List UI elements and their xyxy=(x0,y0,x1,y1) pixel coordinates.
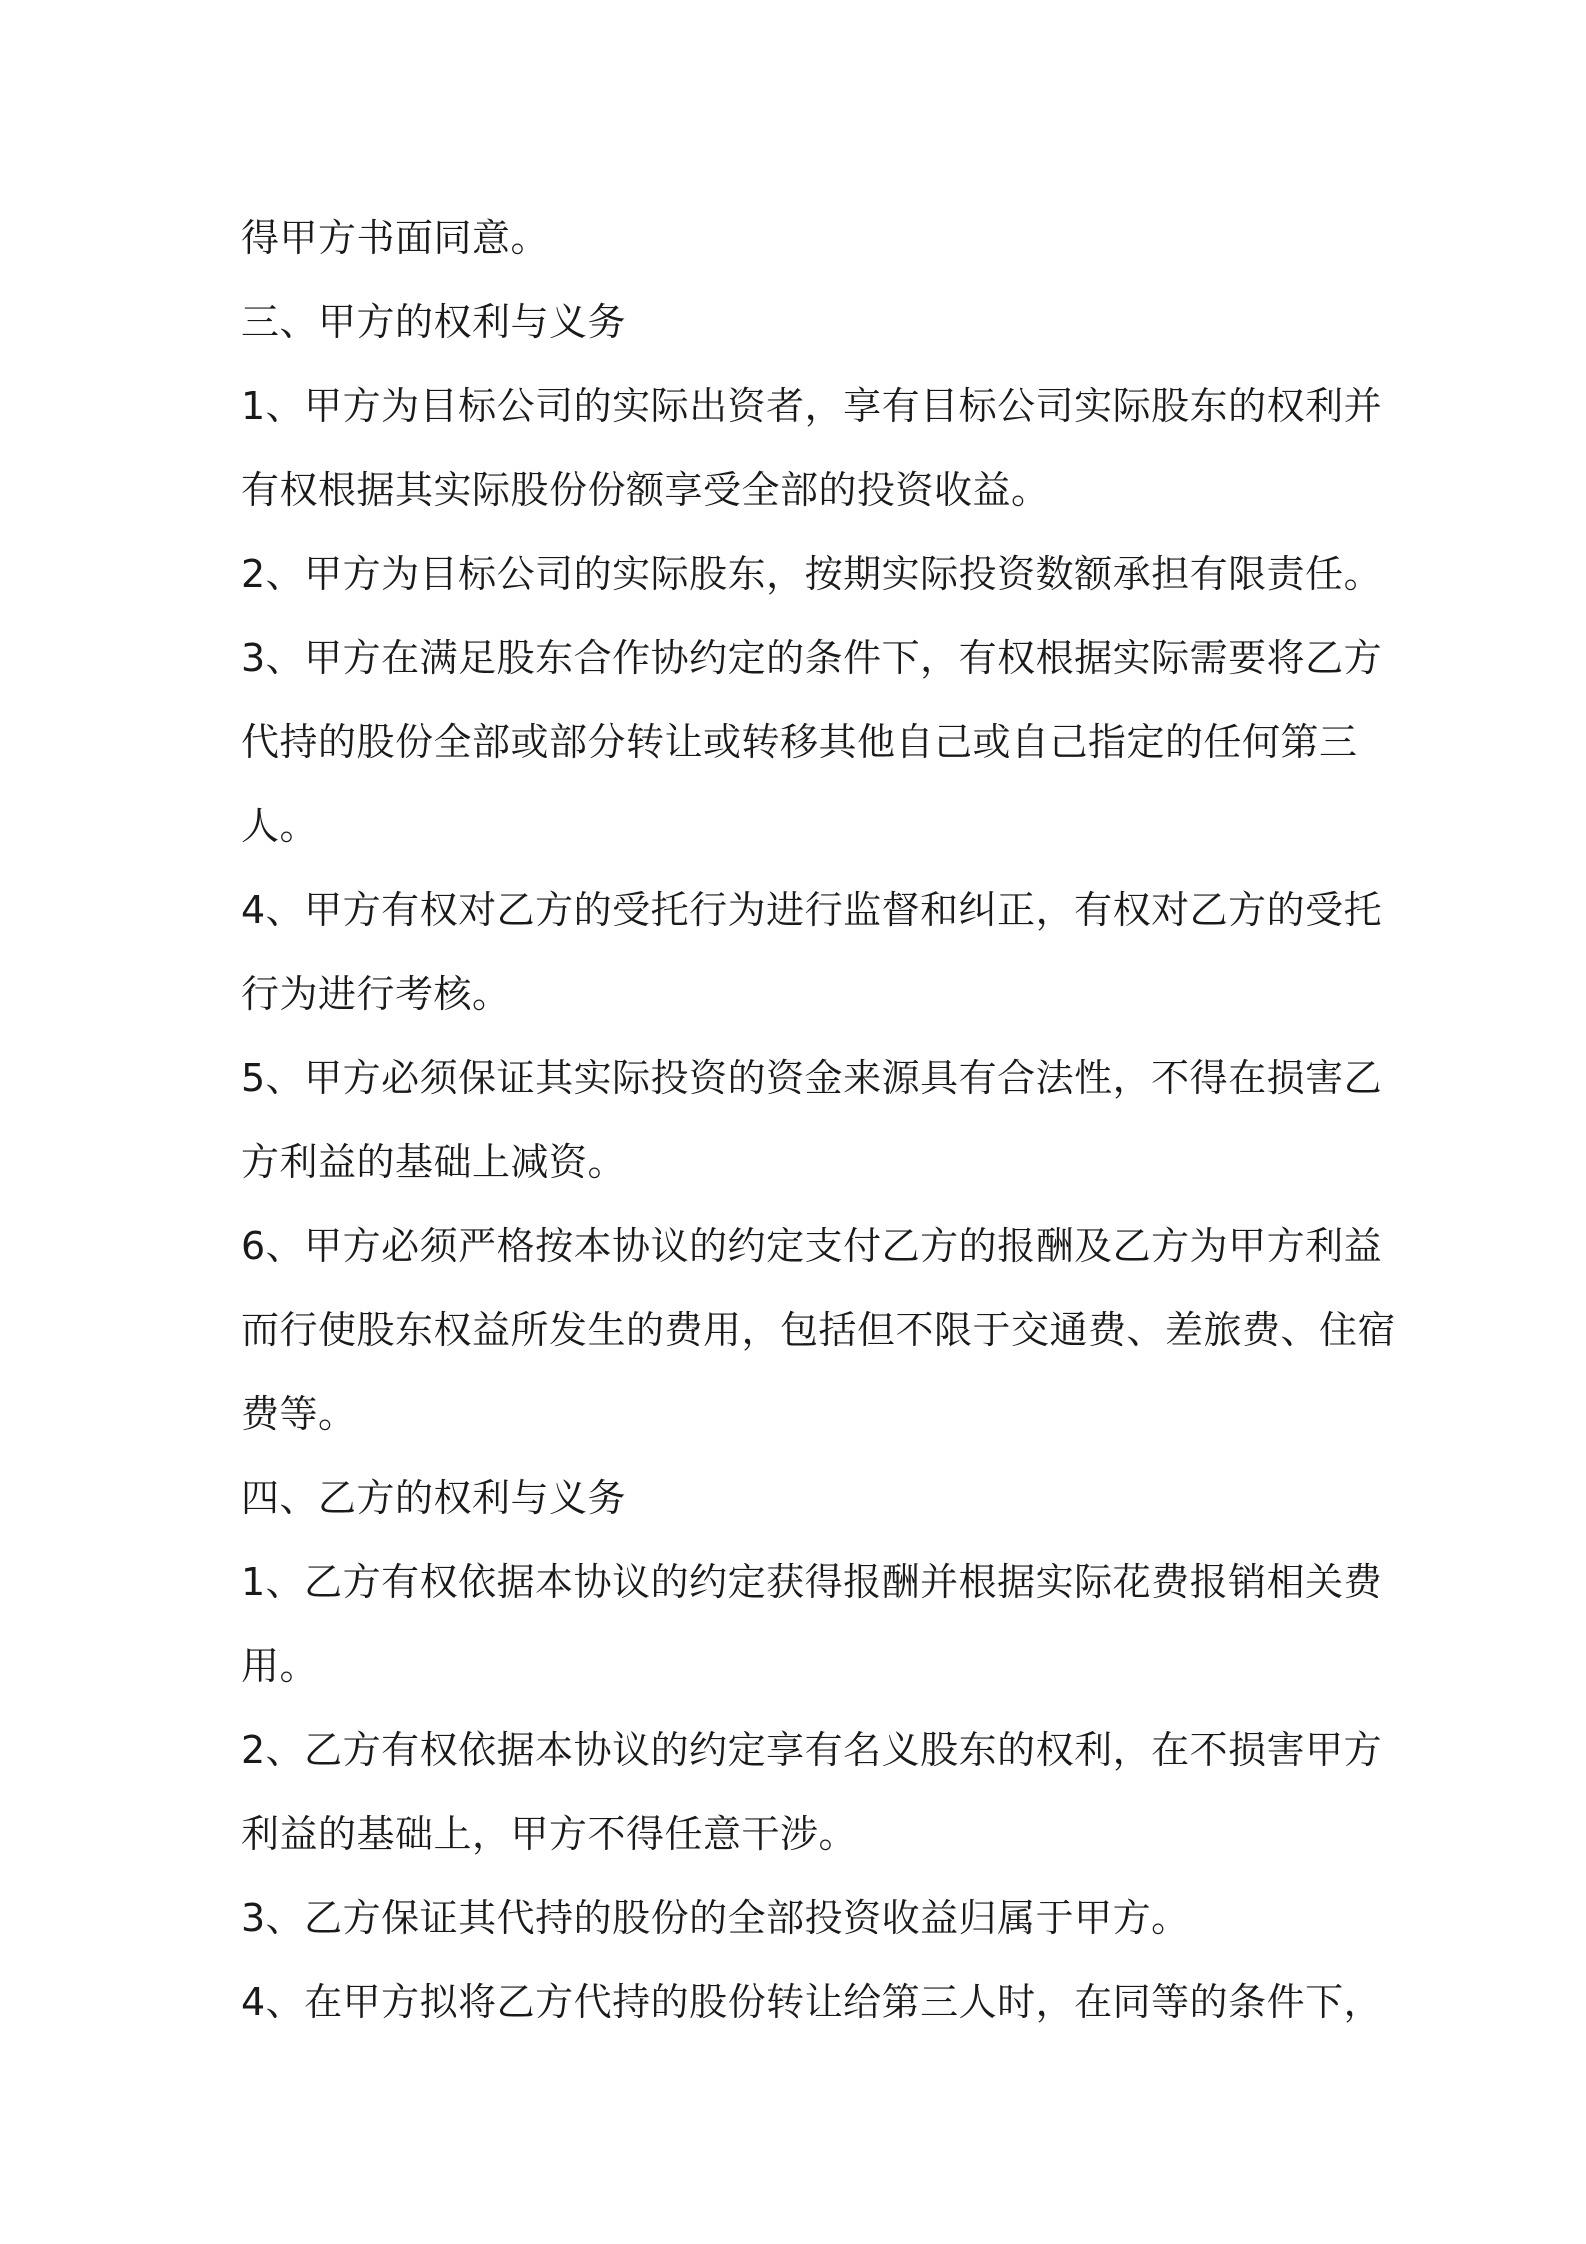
text-line: 4、在甲方拟将乙方代持的股份转让给第三人时，在同等的条件下， xyxy=(241,1980,1383,2024)
text-line: 人。 xyxy=(241,804,319,848)
text-line: 1、乙方有权依据本协议的约定获得报酬并根据实际花费报销相关费 xyxy=(241,1560,1383,1604)
text-line: 代持的股份全部或部分转让或转移其他自己或自己指定的任何第三 xyxy=(241,720,1358,764)
text-line: 3、乙方保证其代持的股份的全部投资收益归属于甲方。 xyxy=(241,1896,1190,1940)
text-line: 4、甲方有权对乙方的受托行为进行监督和纠正，有权对乙方的受托 xyxy=(241,888,1383,932)
text-line: 1、甲方为目标公司的实际出资者，享有目标公司实际股东的权利并 xyxy=(241,384,1383,428)
text-line: 2、甲方为目标公司的实际股东，按期实际投资数额承担有限责任。 xyxy=(241,552,1383,596)
section-heading-party-b-rights: 四、乙方的权利与义务 xyxy=(241,1476,627,1520)
text-line: 而行使股东权益所发生的费用，包括但不限于交通费、差旅费、住宿 xyxy=(241,1308,1397,1352)
text-line: 5、甲方必须保证其实际投资的资金来源具有合法性，不得在损害乙 xyxy=(241,1056,1383,1100)
text-line: 有权根据其实际股份份额享受全部的投资收益。 xyxy=(241,468,1050,512)
section-heading-party-a-rights: 三、甲方的权利与义务 xyxy=(241,300,627,344)
text-line: 6、甲方必须严格按本协议的约定支付乙方的报酬及乙方为甲方利益 xyxy=(241,1224,1383,1268)
text-line: 3、甲方在满足股东合作协约定的条件下，有权根据实际需要将乙方 xyxy=(241,636,1383,680)
text-line: 方利益的基础上减资。 xyxy=(241,1140,627,1184)
text-line: 利益的基础上，甲方不得任意干涉。 xyxy=(241,1812,858,1856)
text-line: 费等。 xyxy=(241,1392,357,1436)
text-line: 得甲方书面同意。 xyxy=(241,216,550,260)
document-body xyxy=(241,196,1397,2044)
text-line: 用。 xyxy=(241,1644,319,1688)
text-line: 行为进行考核。 xyxy=(241,972,511,1016)
text-line: 2、乙方有权依据本协议的约定享有名义股东的权利，在不损害甲方 xyxy=(241,1728,1383,1772)
